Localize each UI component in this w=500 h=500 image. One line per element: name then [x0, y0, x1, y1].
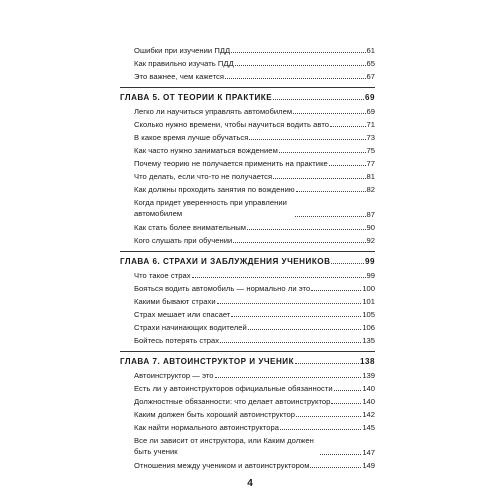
dot-leader: [311, 289, 361, 291]
toc-entry: [134, 158, 375, 168]
chapter-page: 69: [364, 93, 375, 102]
chapter-divider: [120, 351, 375, 352]
chapter-title: ГЛАВА 7. АВТОИНСТРУКТОР И УЧЕНИК: [120, 357, 295, 366]
toc-entry-title: Это важнее, чем кажется: [134, 72, 225, 81]
toc-entry: [134, 296, 375, 306]
toc-entry-title: Страхи начинающих водителей: [134, 323, 247, 332]
toc-entry: [134, 383, 375, 393]
toc-entry-page: 90: [366, 223, 375, 232]
toc-entry: [134, 322, 375, 332]
toc-entry: [134, 45, 375, 55]
toc-entry-title: Должностные обязанности: что делает автоинструктор: [134, 397, 331, 406]
toc-entry-page: 147: [362, 448, 375, 457]
toc-entry-title: Что делать, если что-то не получается: [134, 172, 273, 181]
dot-leader: [330, 125, 366, 127]
dot-leader: [279, 151, 366, 153]
toc-entry-page: 65: [366, 59, 375, 68]
toc-entry-title: В какое время лучше обучаться: [134, 133, 249, 142]
dot-leader: [296, 190, 366, 192]
toc-entry-title: Сколько нужно времени, чтобы научиться водить авто: [134, 120, 330, 129]
toc-entry: [134, 184, 375, 194]
chapter-heading: [120, 355, 375, 366]
dot-leader: [331, 262, 364, 264]
dot-leader: [295, 362, 359, 364]
chapter-divider: [120, 87, 375, 88]
toc-entry-page: 73: [366, 133, 375, 142]
toc-entry-page: 105: [362, 310, 375, 319]
toc-entry-page: 100: [362, 284, 375, 293]
toc-entry-title: Бояться водить автомобиль — нормально ли это: [134, 284, 311, 293]
toc-entry-title: Страх мешает или спасает: [134, 310, 231, 319]
toc-entry-title: Как найти нормального автоинструктора: [134, 423, 280, 432]
toc-entry-title: Как правильно изучать ПДД: [134, 59, 234, 68]
toc-entry-page: 140: [362, 397, 375, 406]
toc-entry-title: Как стать более внимательным: [134, 223, 247, 232]
dot-leader: [310, 466, 361, 468]
toc-entry-title: Отношения между учеником и автоинструктором: [134, 461, 310, 470]
toc-entry-title: Автоинструктор — это: [134, 371, 214, 380]
dot-leader: [293, 112, 365, 114]
toc-entry-title: Каким должен быть хороший автоинструктор: [134, 410, 296, 419]
toc-entry-page: 145: [362, 423, 375, 432]
toc-entry: [134, 460, 375, 470]
toc-entry: [134, 58, 375, 68]
dot-leader: [331, 402, 361, 404]
chapter-page: 99: [364, 257, 375, 266]
chapter-divider: [120, 251, 375, 252]
toc-entry: [134, 145, 375, 155]
toc-entry-page: 139: [362, 371, 375, 380]
dot-leader: [296, 415, 361, 417]
dot-leader: [249, 138, 365, 140]
chapter-title: ГЛАВА 6. СТРАХИ И ЗАБЛУЖДЕНИЯ УЧЕНИКОВ: [120, 257, 331, 266]
dot-leader: [225, 77, 366, 79]
dot-leader: [231, 51, 365, 53]
toc-entry: [134, 171, 375, 181]
toc-entry-page: 140: [362, 384, 375, 393]
toc-entry-title: Ошибки при изучении ПДД: [134, 46, 231, 55]
toc-entry-page: 149: [362, 461, 375, 470]
dot-leader: [248, 328, 362, 330]
toc-entry-page: 135: [362, 336, 375, 345]
toc-entry-page: 99: [366, 271, 375, 280]
toc-entry-title: Все ли зависит от инструктора, или Каким должен быть ученик: [134, 436, 314, 456]
chapter-title: ГЛАВА 5. ОТ ТЕОРИИ К ПРАКТИКЕ: [120, 93, 273, 102]
toc-entry-title: Почему теорию не получается применить на практике: [134, 159, 328, 168]
toc-entry: [134, 435, 375, 457]
dot-leader: [273, 98, 364, 100]
dot-leader: [334, 389, 362, 391]
toc-entry-page: 101: [362, 297, 375, 306]
toc-entry: [134, 309, 375, 319]
toc-entry: [134, 335, 375, 345]
toc-entry-page: 106: [362, 323, 375, 332]
toc-entry-page: 75: [366, 146, 375, 155]
toc-entry-title: Как часто нужно заниматься вождением: [134, 146, 278, 155]
toc-entry-page: 61: [366, 46, 375, 55]
toc-entry: [134, 283, 375, 293]
dot-leader: [217, 302, 362, 304]
toc-entry: [134, 132, 375, 142]
toc-entry-title: Как должны проходить занятия по вождению: [134, 185, 295, 194]
toc-entry-page: 142: [362, 410, 375, 419]
toc-entry-title: Что такое страх: [134, 271, 191, 280]
toc-entry: [134, 422, 375, 432]
dot-leader: [235, 64, 366, 66]
chapter-page: 138: [359, 357, 375, 366]
toc-entry-title: Бойтесь потерять страх: [134, 336, 220, 345]
toc-entry: [134, 222, 375, 232]
dot-leader: [295, 215, 366, 217]
toc-entry: [134, 197, 375, 219]
toc-entry-page: 69: [366, 107, 375, 116]
toc-entry-page: 71: [366, 120, 375, 129]
toc-entry-title: Есть ли у автоинструкторов официальные обязанности: [134, 384, 333, 393]
dot-leader: [233, 241, 365, 243]
toc-entry-page: 87: [366, 210, 375, 219]
dot-leader: [231, 315, 361, 317]
toc-entry: [134, 270, 375, 280]
toc-entry-page: 81: [366, 172, 375, 181]
toc-entry-title: Когда придет уверенность при управлении автомобилем: [134, 198, 287, 218]
toc-entry-page: 92: [366, 236, 375, 245]
dot-leader: [280, 428, 361, 430]
dot-leader: [273, 177, 365, 179]
toc-entry: [134, 106, 375, 116]
page-number: 4: [247, 478, 253, 489]
toc-entry: [134, 235, 375, 245]
chapter-heading: [120, 91, 375, 102]
dot-leader: [247, 228, 366, 230]
dot-leader: [320, 453, 361, 455]
dot-leader: [215, 376, 362, 378]
toc-entry: [134, 370, 375, 380]
toc-entry-page: 67: [366, 72, 375, 81]
toc-entry-page: 77: [366, 159, 375, 168]
toc-entry: [134, 396, 375, 406]
toc-entry: [134, 409, 375, 419]
dot-leader: [329, 164, 366, 166]
toc-entry-title: Кого слушать при обучении: [134, 236, 233, 245]
toc-entry-page: 82: [366, 185, 375, 194]
toc-entry: [134, 119, 375, 129]
toc-entry-title: Легко ли научиться управлять автомобилем: [134, 107, 293, 116]
dot-leader: [192, 276, 366, 278]
toc-entry: [134, 71, 375, 81]
dot-leader: [220, 341, 361, 343]
chapter-heading: [120, 255, 375, 266]
toc-entry-title: Какими бывают страхи: [134, 297, 216, 306]
